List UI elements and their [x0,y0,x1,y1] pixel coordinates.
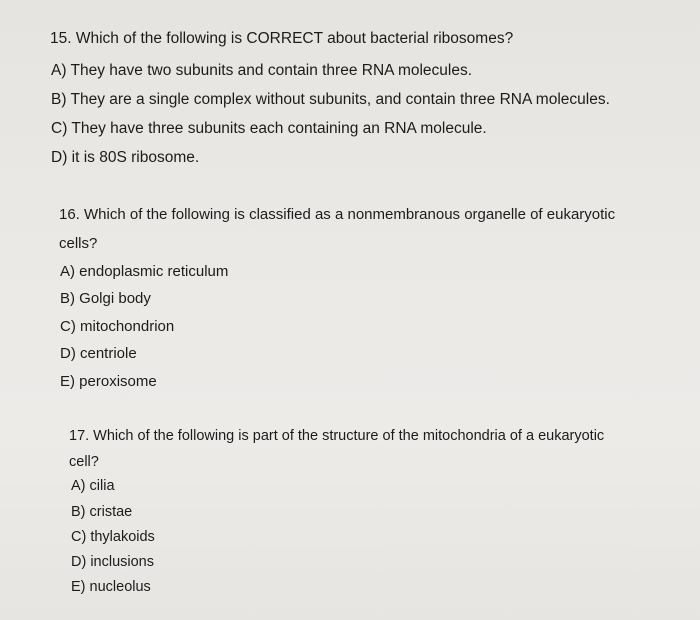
question-17-option-e: E) nucleolus [71,579,151,595]
question-15-option-b: B) They are a single complex without subunits, and contain three RNA molecules. [51,91,610,108]
question-15-option-d: D) it is 80S ribosome. [51,149,200,166]
question-17-option-c: C) thylakoids [71,529,155,545]
question-16-option-a: A) endoplasmic reticulum [60,263,229,280]
question-17-text: 17. Which of the following is part of the structure of the mitochondria of a eukaryotic [69,428,605,444]
question-17-text-continued: cell? [69,454,99,470]
question-17-option-b: B) cristae [71,504,133,520]
question-16-option-c: C) mitochondrion [60,318,175,335]
question-16-option-d: D) centriole [60,345,137,362]
question-16-text: 16. Which of the following is classified as a nonmembranous organelle of eukaryotic [59,206,616,223]
question-17-option-d: D) inclusions [71,554,154,570]
question-16-option-b: B) Golgi body [60,290,151,307]
question-17-option-a: A) cilia [71,478,115,494]
question-16-text-continued: cells? [59,235,98,252]
question-15-option-c: C) They have three subunits each containing an RNA molecule. [51,120,487,137]
question-16-option-e: E) peroxisome [60,373,157,390]
question-15-option-a: A) They have two subunits and contain three RNA molecules. [51,62,473,79]
question-15-text: 15. Which of the following is CORRECT about bacterial ribosomes? [50,30,514,47]
